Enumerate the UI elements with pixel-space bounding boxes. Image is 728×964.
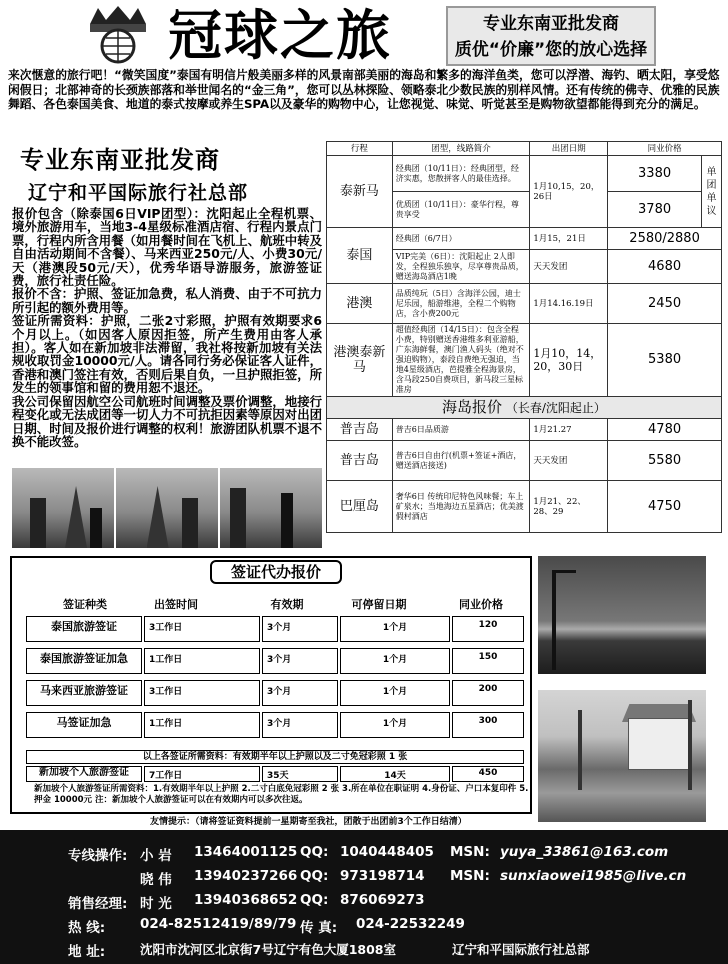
header-date: 出团日期: [530, 142, 608, 156]
visa-type: 马来西亚旅游签证: [26, 680, 142, 706]
visa-time: 7工作日: [144, 766, 260, 782]
visa-stay: 1个月: [340, 648, 450, 674]
contact-phone: 13464001125: [194, 844, 298, 860]
header-price: 同业价格: [608, 142, 722, 156]
visa-price: 150: [452, 648, 524, 674]
table-row: [327, 228, 722, 250]
contact-msn[interactable]: yuya_33861@163.com: [500, 844, 669, 860]
merlion-photo: [220, 468, 322, 548]
brand-title: 冠球之旅: [168, 3, 392, 67]
island-title: 海岛报价: [442, 398, 503, 416]
desc-cell: 品质纯玩（5日）含海洋公园，迪士尼乐园，船游维港，全程二个购物店，含小费200元: [392, 284, 530, 324]
route-cell: 港澳泰新马: [327, 324, 393, 397]
slogan-line1: 专业东南亚批发商: [483, 14, 619, 34]
destination-photos: [12, 468, 322, 548]
visa-price: 300: [452, 712, 524, 738]
route-cell: 普吉岛: [327, 419, 393, 441]
hotline: 024-82512419/89/79: [140, 916, 297, 932]
visa-title: 签证代办报价: [210, 560, 342, 584]
visa-valid: 35天: [262, 766, 338, 782]
visa-header-price: 同业价格: [459, 598, 503, 611]
visa-valid: 3个月: [262, 648, 338, 674]
table-row: [327, 481, 722, 533]
visa-time: 1工作日: [144, 712, 260, 738]
hotline-label: 热 线:: [68, 920, 106, 936]
desc-cell: 普吉6日品质游: [392, 419, 530, 441]
visa-requirement: 以上各签证所需资料：有效期半年以上护照以及二寸免冠彩照 1 张: [26, 750, 524, 764]
visa-valid: 3个月: [262, 712, 338, 738]
route-cell: 泰国: [327, 228, 393, 284]
route-cell: 泰新马: [327, 156, 393, 228]
price-cell: 5380: [608, 324, 722, 397]
desc-cell: 超值经典团（14/15日）：包含全程小费，特别赠送香港维多利亚游船，广东海鲜餐，澳门渔人码头（绝对不强迫购物），泰段自费绝无强迫，当地4星级酒店，芭提雅全程海景房，含马段250自费项目，新马段三星标准房: [392, 324, 530, 397]
price-cell: 2450: [608, 284, 722, 324]
resort-villa-photo: [538, 690, 706, 822]
price-cell: 3780: [608, 192, 702, 228]
visa-tip: 友情提示：（请将签证资料提前一星期寄至我社，团散于出团前3个工作日结清）: [150, 817, 467, 827]
fax-label: 传 真:: [300, 920, 338, 936]
visa-type: 泰国旅游签证: [26, 616, 142, 642]
price-cell: 4680: [608, 250, 722, 284]
contact-footer: [0, 830, 728, 964]
street-lamp-photo: [538, 556, 706, 674]
visa-header-time: 出签时间: [154, 598, 198, 611]
date-cell: 1月10,15，20，26日: [530, 156, 608, 228]
table-row: [327, 441, 722, 481]
table-header-row: [327, 142, 722, 156]
visa-valid: 3个月: [262, 616, 338, 642]
line-label: 专线操作:: [68, 848, 128, 864]
msn-label: MSN:: [450, 844, 490, 860]
desc-cell: VIP完美（6日）：沈阳起止 2人即发，全程独乐独享，尽享尊贵品质，赠送海岛酒店1晚: [392, 250, 530, 284]
visa-valid: 3个月: [262, 680, 338, 706]
company-name: 辽宁和平国际旅行社总部: [452, 942, 590, 957]
visa-type: 马签证加急: [26, 712, 142, 738]
msn-label: MSN:: [450, 868, 490, 884]
pagoda-photo: [116, 468, 218, 548]
island-note: （长春/沈阳起止）: [505, 401, 606, 415]
visa-row: [26, 616, 524, 642]
left-body: [12, 207, 322, 448]
date-cell: 1月21、22、28、29: [530, 481, 608, 533]
route-cell: 巴厘岛: [327, 481, 393, 533]
route-cell: 港澳: [327, 284, 393, 324]
price-cell: 4750: [608, 481, 722, 533]
sales-label: 销售经理:: [68, 896, 128, 912]
price-cell: 4780: [608, 419, 722, 441]
price-cell: 3380: [608, 156, 702, 192]
visa-stay: 1个月: [340, 616, 450, 642]
temple-photo: [12, 468, 114, 548]
visa-price: 120: [452, 616, 524, 642]
price-cell: 5580: [608, 441, 722, 481]
desc-cell: 经典团（10/11日）：经典团型，经济实惠，您散拼客人的最佳选择。: [392, 156, 530, 192]
date-cell: 1月21.27: [530, 419, 608, 441]
date-cell: 1月14.16.19日: [530, 284, 608, 324]
side-note: 单团单议: [702, 156, 722, 228]
island-header-row: [327, 397, 722, 419]
desc-cell: 奢华6日 传统印尼特色风味餐；车上矿泉水；当地海边五星酒店；优美渡假村酒店: [392, 481, 530, 533]
crown-globe-logo: [84, 4, 152, 64]
header-desc: 团型，线路简介: [392, 142, 530, 156]
left-title: 专业东南亚批发商: [20, 146, 220, 174]
contact-phone: 13940237266: [194, 868, 298, 884]
contact-msn[interactable]: sunxiaowei1985@live.cn: [500, 868, 687, 884]
qq-label: QQ:: [300, 844, 329, 860]
route-cell: 普吉岛: [327, 441, 393, 481]
qq-label: QQ:: [300, 868, 329, 884]
price-includes: 报价包含（除泰国6日VIP团型）：沈阳起止全程机票、境外旅游用车，当地3-4星级标准酒店宿、行程内景点门票，行程内所含用餐（如用餐时间在飞机上、航班中转及自由活动期间不含餐）、马来西亚250元/人、小费30元/天（港澳段50元/天），优秀华语导游服务，旅游签证费，旅行社责任险。: [12, 206, 322, 289]
tour-price-table: [326, 141, 722, 533]
date-cell: 1月10，14，20，30日: [530, 324, 608, 397]
visa-stay: 1个月: [340, 680, 450, 706]
visa-row: [26, 680, 524, 706]
left-subtitle: 辽宁和平国际旅行社总部: [28, 182, 249, 204]
visa-time: 3工作日: [144, 616, 260, 642]
visa-price: 450: [452, 766, 524, 782]
slogan-line2: 质优“价廉”您的放心选择: [454, 40, 648, 60]
date-cell: 天天发团: [530, 441, 608, 481]
contact-name: 晓 伟: [140, 872, 172, 888]
sales-qq: 876069273: [340, 892, 425, 908]
visa-row: [26, 712, 524, 738]
intro-text: 来次惬意的旅行吧！“微笑国度”泰国有明信片般美丽多样的风景南部美丽的海岛和繁多的海洋鱼类，您可以浮潜、海钓、晒太阳，享受悠闲假日；北部神奇的长颈族部落和举世闻名的“金三角”，您可以丛林探险、领略泰北少数民族的别样风情。还有传统的佛寺、优雅的民族舞蹈、各色泰国美食、地道的泰式按摩或养生SPA以及豪华的购物中心，让您视觉、味觉、听觉甚至是购物欲望都能得到充分的满足。: [8, 68, 720, 112]
date-cell: 天天发团: [530, 250, 608, 284]
visa-stay: 1个月: [340, 712, 450, 738]
address: 沈阳市沈河区北京街7号辽宁有色大厦1808室: [140, 942, 396, 957]
visa-time: 1工作日: [144, 648, 260, 674]
visa-stay: 14天: [340, 766, 450, 782]
table-row: [327, 324, 722, 397]
visa-type: 泰国旅游签证加急: [26, 648, 142, 674]
visa-price: 200: [452, 680, 524, 706]
fax: 024-22532249: [356, 916, 465, 932]
desc-cell: 普吉6日自由行(机票+签证+酒店，赠送酒店接送): [392, 441, 530, 481]
desc-cell: 优质团（10/11日）：豪华行程，尊贵享受: [392, 192, 530, 228]
disclaimer: 我公司保留因航空公司航班时间调整及票价调整，地接行程变化或无法成团等一切人力不可抗拒因素等原因对出团日期、时间及报价进行调整的权利！旅游团队机票不退不换不能改签。: [12, 393, 322, 449]
singapore-visa-note: 新加坡个人旅游签证所需资料：1.有效期半年以上护照 2.二寸白底免冠彩照 2 张 3.所在单位在职证明 4.身份证、户口本复印件 5.押金 10000元 注：新加坡个人旅游签证可以在有效期内可以多次往返。: [34, 784, 529, 805]
qq-label: QQ:: [300, 892, 329, 908]
table-row: [327, 419, 722, 441]
island-section-title: [327, 397, 722, 419]
slogan-box: [446, 6, 656, 66]
visa-header-valid: 有效期: [270, 598, 304, 611]
header-route: 行程: [327, 142, 393, 156]
sales-name: 时 光: [140, 896, 172, 912]
contact-name: 小 岩: [140, 848, 172, 864]
sales-phone: 13940368652: [194, 892, 298, 908]
price-cell: 2580/2880: [608, 228, 722, 250]
address-label: 地 址:: [68, 944, 106, 960]
visa-time: 3工作日: [144, 680, 260, 706]
contact-qq: 1040448405: [340, 844, 434, 860]
visa-requirements: 签证所需资料：护照，二张2寸彩照，护照有效期要求6个月以上。（如因客人原因拒签，所产生费用由客人承担）。客人如在新加坡非法滞留，我社将按新加坡有关法规收取罚金10000元/人。请各同行务必保证客人证件，香港和澳门签注有效，否则后果自负，一旦护照拒签，所发生的领事馆和留的费用恕不退还。: [12, 313, 322, 396]
desc-cell: 经典团（6/7日）: [392, 228, 530, 250]
contact-qq: 973198714: [340, 868, 425, 884]
visa-header-type: 签证种类: [63, 598, 107, 611]
table-row: [327, 156, 722, 192]
visa-row: [26, 648, 524, 674]
visa-row-singapore: [26, 766, 524, 782]
visa-header-stay: 可停留日期: [351, 598, 407, 611]
table-row: [327, 284, 722, 324]
visa-type: 新加坡个人旅游签证: [26, 766, 142, 782]
date-cell: 1月15，21日: [530, 228, 608, 250]
price-excludes: 报价不含：护照、签证加急费，私人消费、由于不可抗力所引起的额外费用等。: [12, 286, 322, 315]
